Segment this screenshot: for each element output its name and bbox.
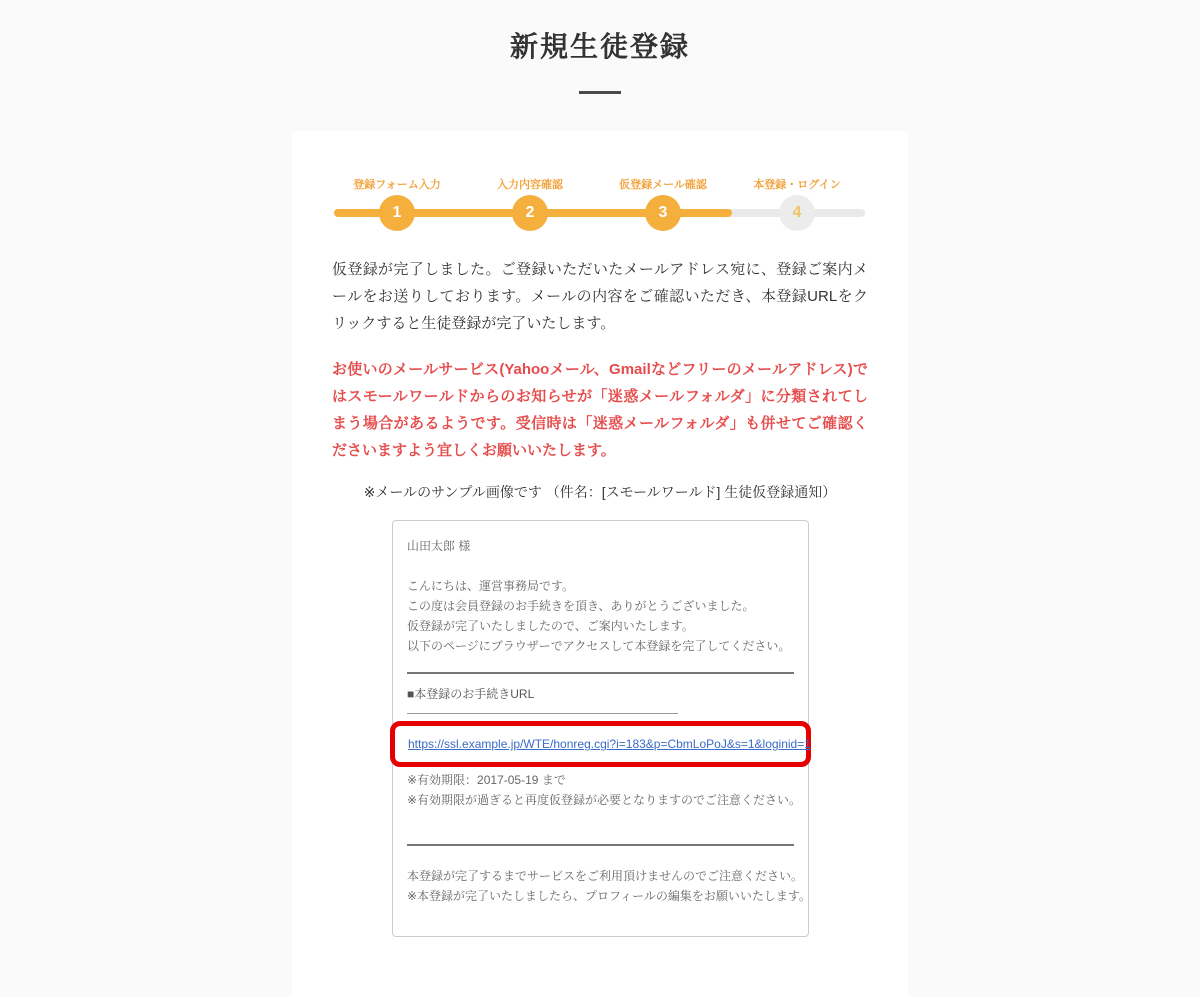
stepper-step-3-circle [645, 195, 681, 231]
stepper-step-1-circle [379, 195, 415, 231]
stepper-step-2-circle [512, 195, 548, 231]
stepper-step-1-label: 登録フォーム入力 [353, 179, 441, 191]
spam-folder-warning-text: お使いのメールサービス(Yahooメール、Gmailなどフリーのメールアドレス)ではスモールワールドからのお知らせが「迷惑メールフォルダ」に分類されてしまう場合があるようです。受信時は「迷惑メールフォルダ」も併せてご確認くださいますよう宜しくお願いいたします。 [332, 361, 868, 459]
stepper-step-3 [598, 176, 728, 231]
email-body-line: 仮登録が完了いたしましたので、ご案内いたします。 [407, 619, 694, 633]
email-recipient: 山田太郎 様 [407, 539, 471, 553]
sample-email-box [392, 520, 809, 937]
stepper-step-3-label: 仮登録メール確認 [619, 179, 707, 191]
email-spacer [407, 556, 794, 576]
url-highlight-box [390, 721, 811, 767]
stepper-step-4-label: 本登録・ログイン [753, 179, 841, 191]
stepper-step-2-number: 2 [525, 204, 535, 221]
email-notice-line: 本登録が完了するまでサービスをご利用頂けませんのでご注意ください。 [407, 869, 804, 883]
progress-stepper [332, 176, 868, 234]
email-divider-short [407, 713, 678, 714]
page-header [0, 0, 1200, 94]
registration-card [292, 131, 908, 997]
email-divider-top [407, 672, 794, 674]
title-underline [579, 91, 621, 94]
stepper-step-3-number: 3 [658, 204, 668, 221]
email-body-line: 以下のページにブラウザーでアクセスして本登録を完了してください。 [407, 639, 791, 653]
email-body-line: こんにちは、運営事務局です。 [407, 579, 575, 593]
email-notice-note: ※本登録が完了いたしましたら、プロフィールの編集をお願いいたします。 [407, 889, 811, 903]
email-expiry-note: ※有効期限が過ぎると再度仮登録が必要となりますのでご注意ください。 [407, 793, 802, 807]
stepper-step-1 [332, 176, 462, 231]
email-body-line: この度は会員登録のお手続きを頂き、ありがとうございました。 [407, 599, 755, 613]
url-section-title: ■本登録のお手続きURL [407, 687, 535, 701]
intro-text: 仮登録が完了しました。ご登録いただいたメールアドレス宛に、登録ご案内メールをお送りしております。メールの内容をご確認いただき、本登録URLをクリックすると生徒登録が完了いたします。 [332, 261, 868, 332]
stepper-step-2-label: 入力内容確認 [497, 179, 563, 191]
email-spacer [407, 810, 794, 830]
email-spacer [407, 846, 794, 866]
mail-sample-caption: ※メールのサンプル画像です （件名：[スモールワールド] 生徒仮登録通知） [363, 484, 837, 500]
stepper-step-1-number: 1 [392, 204, 402, 221]
email-expiry-line: ※有効期限：2017-05-19 まで [407, 773, 566, 787]
registration-url-link[interactable]: https://ssl.example.jp/WTE/honreg.cgi?i=183&p=CbmLoPoJ&s=1&loginid=1 [408, 737, 811, 751]
page-title: 新規生徒登録 [509, 31, 690, 62]
stepper-step-4-number: 4 [792, 204, 802, 221]
stepper-step-4 [732, 176, 862, 231]
stepper-step-4-circle [779, 195, 815, 231]
stepper-step-2 [465, 176, 595, 231]
